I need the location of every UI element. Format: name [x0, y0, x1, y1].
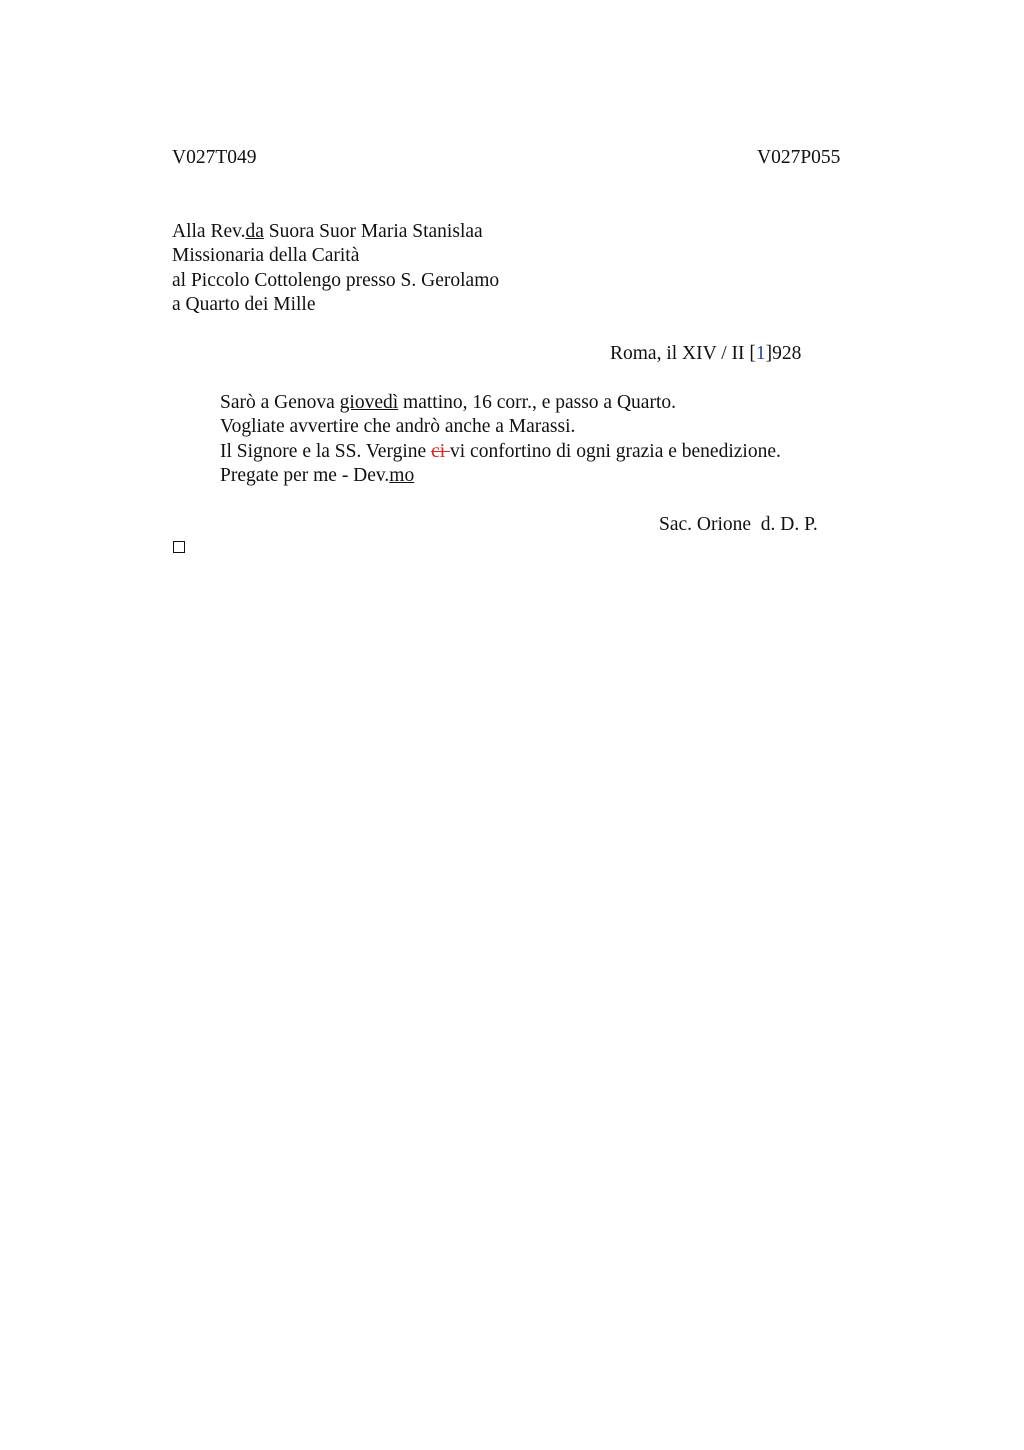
- body-line-3-part-b: vi confortino di ogni grazia e benedizione.: [450, 440, 781, 462]
- address-line-3: al Piccolo Cottolengo presso S. Gerolamo: [172, 269, 500, 291]
- address-line-1-abbrev: da: [245, 221, 264, 242]
- body-line-3-part-a: Il Signore e la SS. Vergine: [220, 440, 432, 462]
- body-line-2: Vogliate avvertire che andrò anche a Marassi.: [220, 416, 576, 438]
- date-inserted-digit: 1: [755, 343, 766, 364]
- address-line-1-part-a: Alla Rev.: [172, 221, 246, 242]
- document-code-right: V027P055: [757, 147, 841, 168]
- body-line-3-deleted: ci: [431, 440, 451, 462]
- body-line-4-part-a: Pregate per me - Dev.: [220, 465, 390, 487]
- body-line-3: [220, 440, 781, 464]
- letter-body: [220, 391, 781, 489]
- body-line-4-abbrev: mo: [389, 465, 415, 487]
- date-line: [610, 342, 801, 366]
- address-line-2: Missionaria della Carità: [172, 245, 360, 267]
- body-line-1-underlined: giovedì: [339, 392, 399, 413]
- document-code-left: V027T049: [172, 147, 257, 168]
- address-line-1-part-c: Suora Suor Maria Stanislaa: [263, 221, 483, 242]
- square-icon: [173, 541, 185, 553]
- address-line-1: [172, 220, 499, 244]
- date-suffix: ]928: [765, 343, 802, 364]
- signature: Sac. Orione d. D. P.: [659, 514, 818, 535]
- date-prefix: Roma, il XIV / II [: [610, 343, 756, 364]
- address-line-4: a Quarto dei Mille: [172, 294, 316, 316]
- body-line-1: [220, 391, 781, 415]
- body-line-1-part-a: Sarò a Genova: [220, 392, 340, 413]
- address-block: [172, 220, 499, 318]
- body-line-4: [220, 464, 781, 488]
- body-line-1-part-c: mattino, 16 corr., e passo a Quarto.: [398, 392, 676, 413]
